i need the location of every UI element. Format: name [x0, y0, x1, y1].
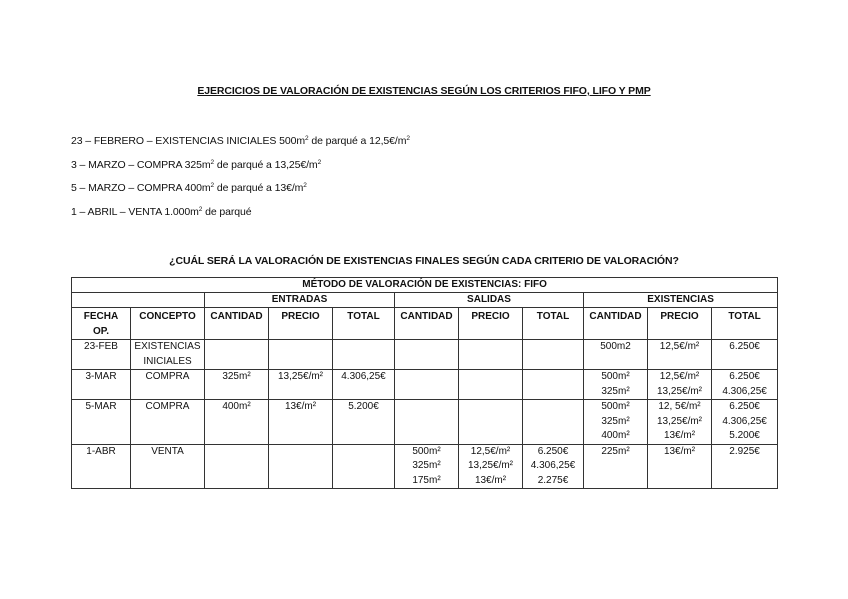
cell-salidas-total	[523, 400, 584, 445]
cell-entradas-cantidad	[205, 340, 269, 370]
cell-concepto: COMPRA	[131, 370, 205, 400]
header-entradas-precio: PRECIO	[269, 308, 333, 340]
header-existencias-precio: PRECIO	[648, 308, 712, 340]
group-salidas: SALIDAS	[395, 293, 584, 308]
cell-fecha: 3-MAR	[72, 370, 131, 400]
group-existencias: EXISTENCIAS	[584, 293, 778, 308]
header-existencias-total: TOTAL	[712, 308, 778, 340]
cell-salidas-cantidad: 500m² 325m² 175m²	[395, 444, 459, 489]
header-entradas-total: TOTAL	[333, 308, 395, 340]
cell-concepto: VENTA	[131, 444, 205, 489]
cell-entradas-cantidad: 400m²	[205, 400, 269, 445]
cell-salidas-cantidad	[395, 370, 459, 400]
cell-fecha: 1-ABR	[72, 444, 131, 489]
cell-existencias-precio: 12,5€/m²	[648, 340, 712, 370]
cell-salidas-total	[523, 340, 584, 370]
header-existencias-cantidad: CANTIDAD	[584, 308, 648, 340]
cell-salidas-cantidad	[395, 400, 459, 445]
cell-entradas-precio	[269, 340, 333, 370]
statement-line: 23 – FEBRERO – EXISTENCIAS INICIALES $500m^2$ de parqué a $12,5€/m^2$	[71, 135, 410, 147]
cell-existencias-precio: 12, 5€/m² 13,25€/m² 13€/m²	[648, 400, 712, 445]
cell-salidas-total: 6.250€ 4.306,25€ 2.275€	[523, 444, 584, 489]
cell-entradas-total: 4.306,25€	[333, 370, 395, 400]
cell-existencias-precio: 12,5€/m² 13,25€/m²	[648, 370, 712, 400]
table-body	[72, 340, 778, 489]
cell-salidas-precio: 12,5€/m² 13,25€/m² 13€/m²	[459, 444, 523, 489]
cell-entradas-precio: 13,25€/m²	[269, 370, 333, 400]
header-salidas-total: TOTAL	[523, 308, 584, 340]
cell-concepto: EXISTENCIAS INICIALES	[131, 340, 205, 370]
group-entradas: ENTRADAS	[205, 293, 395, 308]
cell-existencias-total: 6.250€ 4.306,25€	[712, 370, 778, 400]
cell-fecha: 5-MAR	[72, 400, 131, 445]
cell-existencias-precio: 13€/m²	[648, 444, 712, 489]
cell-existencias-cantidad: 500m² 325m² 400m²	[584, 400, 648, 445]
cell-salidas-precio	[459, 370, 523, 400]
cell-concepto: COMPRA	[131, 400, 205, 445]
cell-existencias-cantidad: 500m2	[584, 340, 648, 370]
cell-salidas-total	[523, 370, 584, 400]
question-heading: ¿CUÁL SERÁ LA VALORACIÓN DE EXISTENCIAS FINALES SEGÚN CADA CRITERIO DE VALORACIÓN?	[169, 255, 679, 267]
table-row	[72, 444, 778, 489]
cell-entradas-total	[333, 340, 395, 370]
cell-entradas-precio: 13€/m²	[269, 400, 333, 445]
cell-entradas-total	[333, 444, 395, 489]
cell-entradas-precio	[269, 444, 333, 489]
statement-line: 3 – MARZO – COMPRA $325m^2$ de parqué a $13,25€/m^2$	[71, 159, 322, 171]
table-row	[72, 370, 778, 400]
cell-existencias-total: 2.925€	[712, 444, 778, 489]
statement-line: 1 – ABRIL – VENTA $1.000m^2$ de parqué	[71, 206, 252, 218]
cell-salidas-precio	[459, 340, 523, 370]
header-salidas-cantidad: CANTIDAD	[395, 308, 459, 340]
table-row	[72, 400, 778, 445]
document-title: EJERCICIOS DE VALORACIÓN DE EXISTENCIAS SEGÚN LOS CRITERIOS FIFO, LIFO Y PMP	[197, 85, 651, 97]
cell-salidas-cantidad	[395, 340, 459, 370]
cell-entradas-cantidad	[205, 444, 269, 489]
blank-header-cell	[72, 293, 205, 308]
cell-entradas-cantidad: 325m²	[205, 370, 269, 400]
fifo-valuation-table	[71, 277, 778, 489]
cell-existencias-total: 6.250€	[712, 340, 778, 370]
table-row	[72, 340, 778, 370]
header-fecha: FECHA OP.	[72, 308, 131, 340]
header-entradas-cantidad: CANTIDAD	[205, 308, 269, 340]
statement-line: 5 – MARZO – COMPRA $400m^2$ de parqué a $13€/m^2$	[71, 182, 307, 194]
cell-existencias-cantidad: 500m² 325m²	[584, 370, 648, 400]
cell-entradas-total: 5.200€	[333, 400, 395, 445]
header-concepto: CONCEPTO	[131, 308, 205, 340]
cell-salidas-precio	[459, 400, 523, 445]
cell-existencias-total: 6.250€ 4.306,25€ 5.200€	[712, 400, 778, 445]
method-title: MÉTODO DE VALORACIÓN DE EXISTENCIAS: FIFO	[72, 278, 778, 293]
header-salidas-precio: PRECIO	[459, 308, 523, 340]
cell-fecha: 23-FEB	[72, 340, 131, 370]
cell-existencias-cantidad: 225m²	[584, 444, 648, 489]
